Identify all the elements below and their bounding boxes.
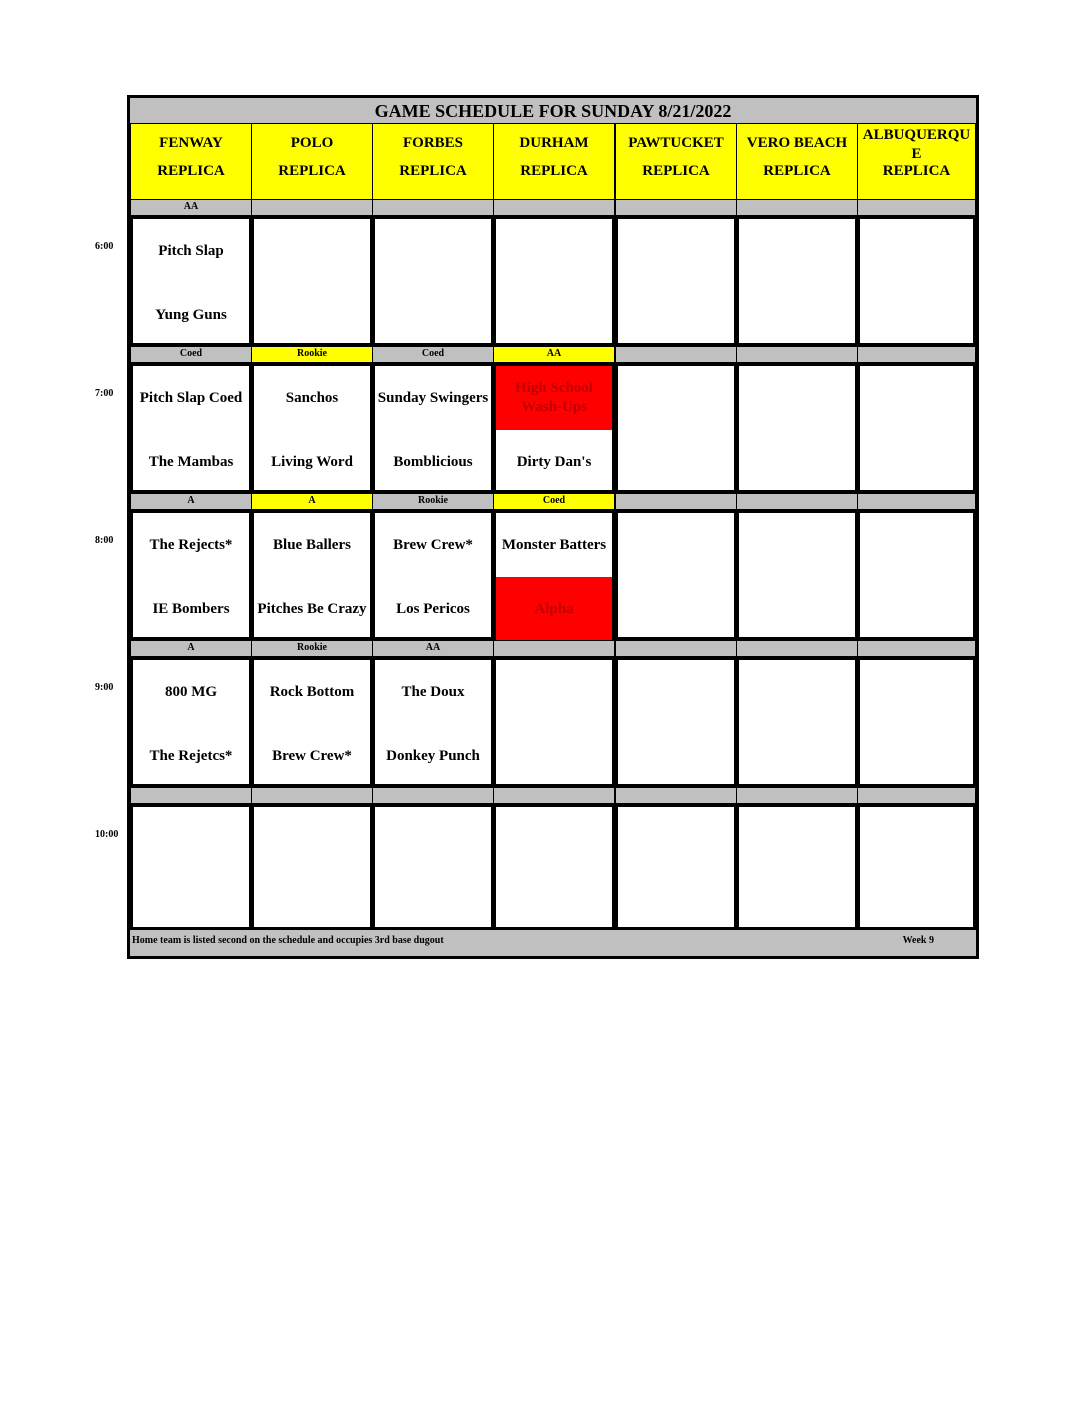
game-cell[interactable]	[857, 216, 976, 346]
home-team: Living Word	[271, 453, 353, 470]
game-cell[interactable]	[736, 804, 858, 934]
game-cell[interactable]	[857, 363, 976, 493]
away-team	[496, 219, 612, 283]
home-team: Los Pericos	[396, 600, 470, 617]
home-team	[618, 577, 734, 641]
game-cell[interactable]	[615, 657, 737, 787]
division-label: AA	[130, 199, 252, 216]
home-team	[860, 283, 973, 347]
division-label	[493, 199, 615, 216]
game-cell[interactable]	[857, 510, 976, 640]
time-label: 7:00	[95, 388, 114, 399]
away-team	[739, 219, 855, 283]
away-team	[375, 807, 491, 871]
division-label: Coed	[493, 493, 615, 510]
away-team	[860, 513, 973, 577]
game-cell[interactable]	[615, 804, 737, 934]
division-label	[493, 640, 615, 657]
division-label: A	[130, 640, 252, 657]
away-team	[739, 807, 855, 871]
home-team	[739, 871, 855, 935]
home-team: Pitches Be Crazy	[257, 600, 367, 617]
home-team	[739, 430, 855, 494]
division-label: Rookie	[372, 493, 494, 510]
division-label	[736, 346, 858, 363]
field-subtitle: REPLICA	[763, 163, 831, 179]
home-team: Bomblicious	[393, 453, 473, 470]
away-team: Brew Crew*	[393, 536, 473, 553]
home-team: Yung Guns	[155, 306, 227, 323]
away-team: Monster Batters	[501, 536, 607, 553]
away-team	[618, 366, 734, 430]
division-label	[736, 787, 858, 804]
home-team	[254, 283, 370, 347]
game-cell[interactable]	[372, 804, 494, 934]
game-cell[interactable]	[736, 216, 858, 346]
home-team	[496, 283, 612, 347]
division-label: AA	[493, 346, 615, 363]
home-team: Donkey Punch	[386, 747, 480, 764]
game-cell[interactable]	[251, 216, 373, 346]
away-team: Sanchos	[285, 389, 339, 406]
away-team	[739, 366, 855, 430]
division-label	[736, 640, 858, 657]
away-team	[860, 807, 973, 871]
field-subtitle: REPLICA	[278, 163, 346, 179]
game-cell[interactable]	[372, 363, 494, 493]
home-team	[375, 871, 491, 935]
home-team	[375, 283, 491, 347]
division-label	[615, 787, 737, 804]
away-team: High School Wash-Ups	[496, 366, 612, 430]
away-team	[618, 807, 734, 871]
home-team	[133, 871, 249, 935]
game-cell[interactable]	[493, 804, 615, 934]
home-team: The Rejetcs*	[149, 747, 233, 764]
away-team: Sunday Swingers	[377, 389, 489, 406]
game-cell[interactable]	[372, 657, 494, 787]
time-label: 6:00	[95, 241, 114, 252]
home-team	[618, 871, 734, 935]
division-label	[251, 787, 373, 804]
home-team: IE Bombers	[152, 600, 230, 617]
field-name: POLO	[290, 135, 334, 151]
game-cell[interactable]	[130, 657, 252, 787]
home-team: Alpha	[496, 577, 612, 641]
away-team	[860, 219, 973, 283]
game-cell[interactable]	[130, 510, 252, 640]
game-cell[interactable]	[615, 363, 737, 493]
away-team	[375, 219, 491, 283]
division-label	[857, 493, 976, 510]
away-team: The Rejects*	[149, 536, 233, 553]
division-label	[251, 199, 373, 216]
division-label	[857, 640, 976, 657]
away-team: Blue Ballers	[273, 536, 351, 553]
home-team	[739, 577, 855, 641]
away-team	[860, 366, 973, 430]
game-cell[interactable]	[251, 657, 373, 787]
division-label	[857, 787, 976, 804]
home-team	[739, 283, 855, 347]
division-label	[372, 787, 494, 804]
game-cell[interactable]	[493, 363, 615, 493]
away-team	[739, 513, 855, 577]
game-cell[interactable]	[493, 657, 615, 787]
field-subtitle: REPLICA	[157, 163, 225, 179]
division-label	[615, 346, 737, 363]
division-label	[615, 640, 737, 657]
game-cell[interactable]	[493, 216, 615, 346]
division-label	[493, 787, 615, 804]
time-label: 9:00	[95, 682, 114, 693]
division-label: Coed	[372, 346, 494, 363]
game-cell[interactable]	[130, 804, 252, 934]
footer-note: Home team is listed second on the schedule and occupies 3rd base dugout	[132, 935, 444, 946]
field-name: DURHAM	[519, 135, 589, 151]
away-team	[254, 219, 370, 283]
page-title: GAME SCHEDULE FOR SUNDAY 8/21/2022	[130, 98, 976, 123]
division-label: Rookie	[251, 640, 373, 657]
away-team: 800 MG	[164, 683, 218, 700]
field-subtitle: REPLICA	[399, 163, 467, 179]
away-team: Rock Bottom	[269, 683, 355, 700]
home-team	[860, 871, 973, 935]
game-cell[interactable]	[251, 804, 373, 934]
game-cell[interactable]	[736, 363, 858, 493]
game-cell[interactable]	[736, 510, 858, 640]
game-cell[interactable]	[372, 510, 494, 640]
home-team	[254, 871, 370, 935]
home-team: Brew Crew*	[272, 747, 352, 764]
game-cell[interactable]	[736, 657, 858, 787]
division-label	[615, 199, 737, 216]
field-name: ALBUQUERQU E	[862, 127, 971, 162]
game-cell[interactable]	[372, 216, 494, 346]
away-team	[133, 807, 249, 871]
away-team	[254, 807, 370, 871]
division-label	[372, 199, 494, 216]
game-cell[interactable]	[857, 804, 976, 934]
away-team	[860, 660, 973, 724]
division-label	[736, 199, 858, 216]
division-label	[130, 787, 252, 804]
field-name: VERO BEACH	[746, 135, 848, 151]
home-team	[860, 430, 973, 494]
away-team	[496, 660, 612, 724]
game-cell[interactable]	[857, 657, 976, 787]
home-team	[496, 724, 612, 788]
week-label: Week 9	[902, 935, 934, 946]
away-team: The Doux	[401, 683, 465, 700]
division-label: Coed	[130, 346, 252, 363]
division-label	[857, 199, 976, 216]
division-label: Rookie	[251, 346, 373, 363]
game-cell[interactable]	[615, 510, 737, 640]
home-team	[860, 577, 973, 641]
field-name: FORBES	[402, 135, 463, 151]
away-team: Pitch Slap Coed	[139, 389, 243, 406]
time-label: 8:00	[95, 535, 114, 546]
division-label	[857, 346, 976, 363]
schedule-sheet	[127, 95, 979, 959]
field-subtitle: REPLICA	[520, 163, 588, 179]
home-team	[618, 283, 734, 347]
away-team	[496, 807, 612, 871]
away-team	[618, 513, 734, 577]
division-label	[615, 493, 737, 510]
division-label	[736, 493, 858, 510]
field-name: FENWAY	[159, 135, 223, 151]
division-label: A	[130, 493, 252, 510]
game-cell[interactable]	[130, 363, 252, 493]
game-cell[interactable]	[130, 216, 252, 346]
field-name: PAWTUCKET	[628, 135, 724, 151]
game-cell[interactable]	[251, 363, 373, 493]
home-team	[618, 430, 734, 494]
home-team	[618, 724, 734, 788]
footer-bar	[130, 927, 976, 956]
home-team: The Mambas	[148, 453, 234, 470]
away-team	[618, 219, 734, 283]
game-cell[interactable]	[251, 510, 373, 640]
away-team	[739, 660, 855, 724]
field-subtitle: REPLICA	[882, 163, 951, 179]
division-label: A	[251, 493, 373, 510]
away-team: Pitch Slap	[158, 242, 224, 259]
field-subtitle: REPLICA	[642, 163, 710, 179]
home-team	[496, 871, 612, 935]
time-label: 10:00	[95, 829, 119, 840]
home-team	[860, 724, 973, 788]
home-team	[739, 724, 855, 788]
game-cell[interactable]	[615, 216, 737, 346]
away-team	[618, 660, 734, 724]
division-label: AA	[372, 640, 494, 657]
home-team: Dirty Dan's	[516, 453, 592, 470]
game-cell[interactable]	[493, 510, 615, 640]
